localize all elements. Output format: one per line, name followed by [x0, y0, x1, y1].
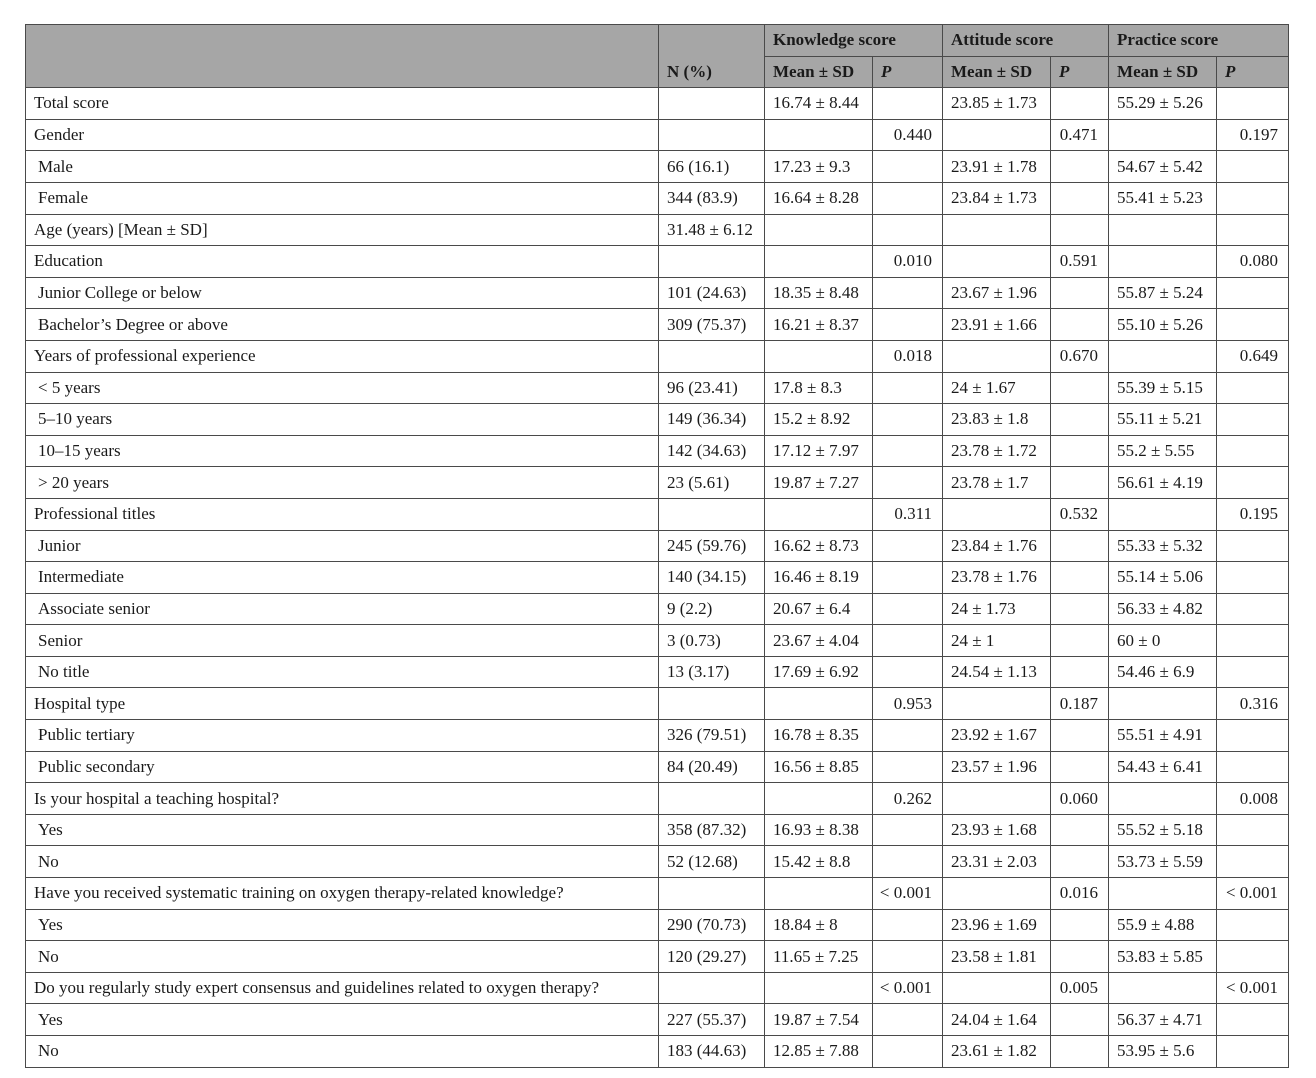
attitude-mean-cell: 23.83 ± 1.8 [943, 404, 1051, 436]
knowledge-mean-cell: 19.87 ± 7.54 [765, 1004, 873, 1036]
header-blank-cell [26, 25, 659, 88]
practice-mean-cell: 55.14 ± 5.06 [1109, 562, 1217, 594]
practice-mean-cell: 55.9 ± 4.88 [1109, 909, 1217, 941]
attitude-p-cell [1051, 941, 1109, 973]
practice-p-cell [1217, 751, 1289, 783]
knowledge-p-cell [873, 151, 943, 183]
row-label-cell: Education [26, 246, 659, 278]
knowledge-p-cell: 0.440 [873, 119, 943, 151]
attitude-p-cell: 0.016 [1051, 878, 1109, 910]
attitude-mean-cell [943, 688, 1051, 720]
attitude-mean-cell: 23.61 ± 1.82 [943, 1036, 1051, 1068]
knowledge-p-cell [873, 593, 943, 625]
practice-p-cell [1217, 593, 1289, 625]
n-percent-cell [659, 783, 765, 815]
table-row [26, 720, 1289, 752]
attitude-p-cell: 0.670 [1051, 340, 1109, 372]
knowledge-p-cell [873, 467, 943, 499]
knowledge-p-cell [873, 88, 943, 120]
practice-mean-cell: 55.2 ± 5.55 [1109, 435, 1217, 467]
attitude-mean-cell [943, 972, 1051, 1004]
knowledge-p-cell [873, 814, 943, 846]
practice-mean-cell: 55.29 ± 5.26 [1109, 88, 1217, 120]
header-practice-score: Practice score [1109, 25, 1289, 57]
table-row-category [26, 88, 1289, 120]
practice-mean-cell [1109, 972, 1217, 1004]
attitude-mean-cell: 23.91 ± 1.78 [943, 151, 1051, 183]
practice-p-cell [1217, 846, 1289, 878]
n-percent-cell: 183 (44.63) [659, 1036, 765, 1068]
row-label-cell: Professional titles [26, 498, 659, 530]
practice-mean-cell: 55.41 ± 5.23 [1109, 182, 1217, 214]
table-row-category [26, 246, 1289, 278]
knowledge-mean-cell: 16.46 ± 8.19 [765, 562, 873, 594]
row-label-cell: No [26, 941, 659, 973]
n-percent-cell: 140 (34.15) [659, 562, 765, 594]
row-label-cell: Female [26, 182, 659, 214]
knowledge-p-cell: 0.018 [873, 340, 943, 372]
n-percent-cell [659, 972, 765, 1004]
n-percent-cell: 96 (23.41) [659, 372, 765, 404]
knowledge-mean-cell: 16.56 ± 8.85 [765, 751, 873, 783]
n-percent-cell [659, 498, 765, 530]
row-label-cell: Have you received systematic training on oxygen therapy-related knowledge? [26, 878, 659, 910]
row-label-cell: Senior [26, 625, 659, 657]
table-row [26, 530, 1289, 562]
table-row-category [26, 783, 1289, 815]
table-row-category [26, 119, 1289, 151]
knowledge-p-cell [873, 530, 943, 562]
attitude-mean-cell [943, 214, 1051, 246]
attitude-p-cell [1051, 814, 1109, 846]
knowledge-mean-cell [765, 688, 873, 720]
practice-p-cell [1217, 562, 1289, 594]
practice-p-cell [1217, 214, 1289, 246]
attitude-p-cell [1051, 1004, 1109, 1036]
row-label-cell: Public secondary [26, 751, 659, 783]
knowledge-mean-cell [765, 783, 873, 815]
knowledge-p-cell [873, 941, 943, 973]
row-label-cell: No title [26, 656, 659, 688]
knowledge-p-cell [873, 214, 943, 246]
attitude-p-cell: 0.532 [1051, 498, 1109, 530]
table-row-category [26, 498, 1289, 530]
knowledge-p-cell [873, 656, 943, 688]
attitude-p-cell [1051, 88, 1109, 120]
row-label-cell: Is your hospital a teaching hospital? [26, 783, 659, 815]
attitude-p-cell [1051, 277, 1109, 309]
row-label-cell: No [26, 846, 659, 878]
knowledge-p-cell: 0.010 [873, 246, 943, 278]
attitude-mean-cell [943, 783, 1051, 815]
knowledge-mean-cell [765, 119, 873, 151]
n-percent-cell: 245 (59.76) [659, 530, 765, 562]
row-label-cell: Gender [26, 119, 659, 151]
row-label-cell: Yes [26, 814, 659, 846]
table-row [26, 151, 1289, 183]
n-percent-cell: 309 (75.37) [659, 309, 765, 341]
knowledge-mean-cell: 16.74 ± 8.44 [765, 88, 873, 120]
table-row [26, 909, 1289, 941]
table-row [26, 625, 1289, 657]
attitude-p-cell [1051, 372, 1109, 404]
attitude-p-cell [1051, 214, 1109, 246]
n-percent-cell: 290 (70.73) [659, 909, 765, 941]
attitude-p-cell [1051, 720, 1109, 752]
knowledge-p-cell [873, 1036, 943, 1068]
attitude-mean-cell: 23.58 ± 1.81 [943, 941, 1051, 973]
attitude-mean-cell: 24 ± 1.73 [943, 593, 1051, 625]
n-percent-cell: 84 (20.49) [659, 751, 765, 783]
practice-mean-cell [1109, 214, 1217, 246]
n-percent-cell [659, 340, 765, 372]
practice-p-cell [1217, 814, 1289, 846]
knowledge-p-cell [873, 846, 943, 878]
row-label-cell: Associate senior [26, 593, 659, 625]
practice-mean-cell: 56.61 ± 4.19 [1109, 467, 1217, 499]
knowledge-mean-cell: 18.84 ± 8 [765, 909, 873, 941]
row-label-cell: Male [26, 151, 659, 183]
knowledge-mean-cell: 17.8 ± 8.3 [765, 372, 873, 404]
table-row-category [26, 972, 1289, 1004]
practice-p-cell [1217, 277, 1289, 309]
practice-mean-cell [1109, 783, 1217, 815]
attitude-mean-cell: 24 ± 1 [943, 625, 1051, 657]
knowledge-p-cell [873, 751, 943, 783]
practice-mean-cell: 60 ± 0 [1109, 625, 1217, 657]
attitude-mean-cell: 23.78 ± 1.76 [943, 562, 1051, 594]
n-percent-cell [659, 88, 765, 120]
knowledge-p-cell [873, 909, 943, 941]
row-label-cell: Junior [26, 530, 659, 562]
attitude-mean-cell: 23.85 ± 1.73 [943, 88, 1051, 120]
practice-p-cell [1217, 467, 1289, 499]
knowledge-mean-cell: 16.62 ± 8.73 [765, 530, 873, 562]
attitude-mean-cell: 24.04 ± 1.64 [943, 1004, 1051, 1036]
n-percent-cell: 31.48 ± 6.12 [659, 214, 765, 246]
practice-mean-cell: 53.95 ± 5.6 [1109, 1036, 1217, 1068]
row-label-cell: > 20 years [26, 467, 659, 499]
knowledge-p-cell [873, 182, 943, 214]
table-row-category [26, 214, 1289, 246]
attitude-p-cell: 0.471 [1051, 119, 1109, 151]
practice-mean-cell [1109, 119, 1217, 151]
table-row [26, 814, 1289, 846]
knowledge-mean-cell: 16.21 ± 8.37 [765, 309, 873, 341]
row-label-cell: Age (years) [Mean ± SD] [26, 214, 659, 246]
n-percent-cell [659, 246, 765, 278]
attitude-mean-cell: 23.78 ± 1.72 [943, 435, 1051, 467]
n-percent-cell: 101 (24.63) [659, 277, 765, 309]
data-table [25, 24, 1289, 1068]
practice-p-cell [1217, 372, 1289, 404]
practice-p-cell [1217, 1036, 1289, 1068]
practice-p-cell: < 0.001 [1217, 972, 1289, 1004]
row-label-cell: 10–15 years [26, 435, 659, 467]
practice-mean-cell: 53.83 ± 5.85 [1109, 941, 1217, 973]
knowledge-mean-cell: 16.93 ± 8.38 [765, 814, 873, 846]
practice-mean-cell: 54.43 ± 6.41 [1109, 751, 1217, 783]
knowledge-mean-cell [765, 972, 873, 1004]
attitude-p-cell [1051, 656, 1109, 688]
knowledge-mean-cell: 16.78 ± 8.35 [765, 720, 873, 752]
attitude-mean-cell: 24.54 ± 1.13 [943, 656, 1051, 688]
row-label-cell: Years of professional experience [26, 340, 659, 372]
practice-mean-cell [1109, 340, 1217, 372]
knowledge-mean-cell: 20.67 ± 6.4 [765, 593, 873, 625]
practice-mean-cell [1109, 498, 1217, 530]
practice-mean-cell: 56.33 ± 4.82 [1109, 593, 1217, 625]
table-row [26, 846, 1289, 878]
attitude-mean-cell [943, 119, 1051, 151]
n-percent-cell: 149 (36.34) [659, 404, 765, 436]
practice-p-cell [1217, 309, 1289, 341]
knowledge-p-cell [873, 625, 943, 657]
n-percent-cell: 13 (3.17) [659, 656, 765, 688]
knowledge-mean-cell: 17.69 ± 6.92 [765, 656, 873, 688]
practice-p-cell [1217, 656, 1289, 688]
knowledge-p-cell [873, 562, 943, 594]
practice-p-cell [1217, 182, 1289, 214]
knowledge-mean-cell: 15.42 ± 8.8 [765, 846, 873, 878]
attitude-p-cell: 0.187 [1051, 688, 1109, 720]
attitude-p-cell [1051, 625, 1109, 657]
knowledge-mean-cell: 15.2 ± 8.92 [765, 404, 873, 436]
knowledge-mean-cell [765, 498, 873, 530]
row-label-cell: No [26, 1036, 659, 1068]
attitude-p-cell [1051, 404, 1109, 436]
practice-p-cell: 0.008 [1217, 783, 1289, 815]
attitude-p-cell [1051, 151, 1109, 183]
practice-p-cell [1217, 404, 1289, 436]
n-percent-cell: 142 (34.63) [659, 435, 765, 467]
knowledge-mean-cell: 17.12 ± 7.97 [765, 435, 873, 467]
attitude-mean-cell: 23.31 ± 2.03 [943, 846, 1051, 878]
header-n-percent: N (%) [659, 25, 765, 88]
practice-mean-cell: 54.46 ± 6.9 [1109, 656, 1217, 688]
n-percent-cell: 344 (83.9) [659, 182, 765, 214]
table-row [26, 562, 1289, 594]
attitude-mean-cell: 24 ± 1.67 [943, 372, 1051, 404]
n-percent-cell: 358 (87.32) [659, 814, 765, 846]
table-row [26, 593, 1289, 625]
practice-p-cell [1217, 625, 1289, 657]
n-percent-cell [659, 688, 765, 720]
row-label-cell: Yes [26, 1004, 659, 1036]
practice-mean-cell: 54.67 ± 5.42 [1109, 151, 1217, 183]
header-practice-mean-sd: Mean ± SD [1109, 56, 1217, 88]
n-percent-cell: 52 (12.68) [659, 846, 765, 878]
knowledge-mean-cell: 19.87 ± 7.27 [765, 467, 873, 499]
knowledge-mean-cell [765, 878, 873, 910]
attitude-p-cell: 0.005 [1051, 972, 1109, 1004]
practice-mean-cell: 55.11 ± 5.21 [1109, 404, 1217, 436]
practice-p-cell [1217, 720, 1289, 752]
attitude-p-cell [1051, 593, 1109, 625]
attitude-p-cell [1051, 309, 1109, 341]
practice-mean-cell: 55.51 ± 4.91 [1109, 720, 1217, 752]
n-percent-cell [659, 119, 765, 151]
n-percent-cell: 120 (29.27) [659, 941, 765, 973]
table-row [26, 467, 1289, 499]
practice-p-cell: 0.080 [1217, 246, 1289, 278]
knowledge-mean-cell [765, 246, 873, 278]
row-label-cell: Do you regularly study expert consensus and guidelines related to oxygen therapy? [26, 972, 659, 1004]
attitude-p-cell [1051, 467, 1109, 499]
header-knowledge-score: Knowledge score [765, 25, 943, 57]
knowledge-mean-cell: 12.85 ± 7.88 [765, 1036, 873, 1068]
attitude-mean-cell: 23.93 ± 1.68 [943, 814, 1051, 846]
knowledge-mean-cell [765, 340, 873, 372]
n-percent-cell: 9 (2.2) [659, 593, 765, 625]
n-percent-cell: 3 (0.73) [659, 625, 765, 657]
attitude-mean-cell: 23.91 ± 1.66 [943, 309, 1051, 341]
n-percent-cell [659, 878, 765, 910]
row-label-cell: Total score [26, 88, 659, 120]
practice-p-cell [1217, 941, 1289, 973]
practice-p-cell [1217, 530, 1289, 562]
knowledge-p-cell [873, 435, 943, 467]
practice-mean-cell: 55.33 ± 5.32 [1109, 530, 1217, 562]
row-label-cell: Public tertiary [26, 720, 659, 752]
attitude-p-cell [1051, 1036, 1109, 1068]
attitude-p-cell [1051, 751, 1109, 783]
table-row [26, 404, 1289, 436]
practice-mean-cell: 55.52 ± 5.18 [1109, 814, 1217, 846]
header-row-groups [26, 25, 1289, 57]
row-label-cell: Yes [26, 909, 659, 941]
knowledge-p-cell [873, 372, 943, 404]
attitude-p-cell: 0.060 [1051, 783, 1109, 815]
table-row-category [26, 688, 1289, 720]
header-knowledge-mean-sd: Mean ± SD [765, 56, 873, 88]
practice-mean-cell [1109, 246, 1217, 278]
table-row [26, 277, 1289, 309]
knowledge-p-cell: 0.311 [873, 498, 943, 530]
row-label-cell: < 5 years [26, 372, 659, 404]
attitude-mean-cell [943, 340, 1051, 372]
n-percent-cell: 227 (55.37) [659, 1004, 765, 1036]
attitude-mean-cell: 23.96 ± 1.69 [943, 909, 1051, 941]
n-percent-cell: 326 (79.51) [659, 720, 765, 752]
practice-mean-cell [1109, 878, 1217, 910]
attitude-mean-cell [943, 246, 1051, 278]
table-row [26, 656, 1289, 688]
header-attitude-mean-sd: Mean ± SD [943, 56, 1051, 88]
attitude-p-cell [1051, 846, 1109, 878]
knowledge-p-cell [873, 404, 943, 436]
attitude-p-cell [1051, 530, 1109, 562]
n-percent-cell: 23 (5.61) [659, 467, 765, 499]
attitude-mean-cell: 23.67 ± 1.96 [943, 277, 1051, 309]
table-row [26, 751, 1289, 783]
table-row [26, 182, 1289, 214]
knowledge-p-cell: 0.262 [873, 783, 943, 815]
knowledge-p-cell: < 0.001 [873, 878, 943, 910]
practice-mean-cell: 55.87 ± 5.24 [1109, 277, 1217, 309]
knowledge-mean-cell: 16.64 ± 8.28 [765, 182, 873, 214]
knowledge-mean-cell [765, 214, 873, 246]
table-header [26, 25, 1289, 88]
attitude-p-cell [1051, 435, 1109, 467]
practice-p-cell: 0.195 [1217, 498, 1289, 530]
knowledge-p-cell: < 0.001 [873, 972, 943, 1004]
attitude-mean-cell [943, 498, 1051, 530]
practice-p-cell: 0.197 [1217, 119, 1289, 151]
attitude-mean-cell: 23.84 ± 1.73 [943, 182, 1051, 214]
practice-mean-cell: 55.39 ± 5.15 [1109, 372, 1217, 404]
practice-p-cell: 0.649 [1217, 340, 1289, 372]
table-row [26, 309, 1289, 341]
header-attitude-p: P [1051, 56, 1109, 88]
row-label-cell: Junior College or below [26, 277, 659, 309]
practice-p-cell: 0.316 [1217, 688, 1289, 720]
practice-p-cell: < 0.001 [1217, 878, 1289, 910]
practice-p-cell [1217, 1004, 1289, 1036]
attitude-p-cell [1051, 562, 1109, 594]
table-row [26, 1004, 1289, 1036]
table-row [26, 1036, 1289, 1068]
row-label-cell: Intermediate [26, 562, 659, 594]
practice-mean-cell [1109, 688, 1217, 720]
table-row-category [26, 878, 1289, 910]
table-row [26, 435, 1289, 467]
practice-mean-cell: 55.10 ± 5.26 [1109, 309, 1217, 341]
table-row [26, 372, 1289, 404]
table-row-category [26, 340, 1289, 372]
knowledge-mean-cell: 18.35 ± 8.48 [765, 277, 873, 309]
knowledge-p-cell [873, 309, 943, 341]
knowledge-p-cell [873, 1004, 943, 1036]
practice-p-cell [1217, 909, 1289, 941]
knowledge-mean-cell: 17.23 ± 9.3 [765, 151, 873, 183]
knowledge-mean-cell: 23.67 ± 4.04 [765, 625, 873, 657]
knowledge-p-cell [873, 277, 943, 309]
row-label-cell: 5–10 years [26, 404, 659, 436]
knowledge-mean-cell: 11.65 ± 7.25 [765, 941, 873, 973]
practice-mean-cell: 56.37 ± 4.71 [1109, 1004, 1217, 1036]
header-attitude-score: Attitude score [943, 25, 1109, 57]
row-label-cell: Hospital type [26, 688, 659, 720]
attitude-mean-cell: 23.84 ± 1.76 [943, 530, 1051, 562]
attitude-mean-cell: 23.92 ± 1.67 [943, 720, 1051, 752]
attitude-p-cell [1051, 182, 1109, 214]
row-label-cell: Bachelor’s Degree or above [26, 309, 659, 341]
practice-p-cell [1217, 88, 1289, 120]
practice-mean-cell: 53.73 ± 5.59 [1109, 846, 1217, 878]
attitude-p-cell: 0.591 [1051, 246, 1109, 278]
attitude-mean-cell [943, 878, 1051, 910]
header-practice-p: P [1217, 56, 1289, 88]
practice-p-cell [1217, 151, 1289, 183]
table-body [26, 88, 1289, 1067]
attitude-p-cell [1051, 909, 1109, 941]
knowledge-p-cell [873, 720, 943, 752]
n-percent-cell: 66 (16.1) [659, 151, 765, 183]
attitude-mean-cell: 23.78 ± 1.7 [943, 467, 1051, 499]
attitude-mean-cell: 23.57 ± 1.96 [943, 751, 1051, 783]
practice-p-cell [1217, 435, 1289, 467]
table-row [26, 941, 1289, 973]
header-knowledge-p: P [873, 56, 943, 88]
knowledge-p-cell: 0.953 [873, 688, 943, 720]
